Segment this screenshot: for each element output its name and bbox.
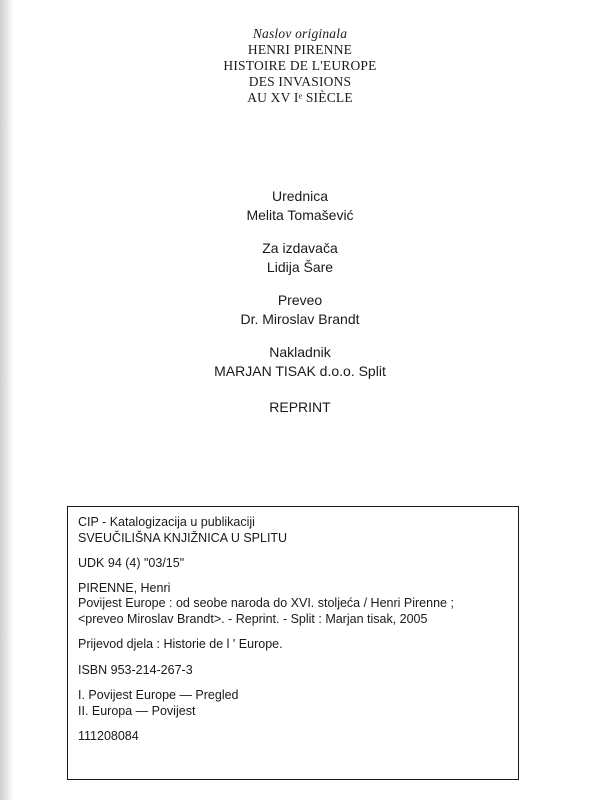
cip-subject1: I. Povijest Europe — Pregled (78, 688, 239, 702)
cip-heading: CIP - Katalogizacija u publikaciji (78, 515, 255, 529)
cip-record-text (78, 515, 512, 745)
cip-author: PIRENNE, Henri (78, 580, 171, 595)
cip-description-line1: Povijest Europe : od seobe naroda do XVI. stoljeća / Henri Pirenne ; (78, 596, 454, 610)
cip-record-id: 111208084 (78, 729, 139, 743)
cip-description-line2: <preveo Miroslav Brandt>. - Reprint. - Split : Marjan tisak, 2005 (78, 611, 428, 626)
original-title-heading: Naslov originala (252, 26, 348, 41)
publisher-rep-name: Lidija Šare (266, 259, 334, 275)
publisher-name: MARJAN TISAK d.o.o. Split (214, 363, 386, 379)
cip-subject2: II. Europa — Povijest (78, 703, 196, 718)
page-edge-shadow (0, 0, 14, 800)
original-author: HENRI PIRENNE (247, 42, 353, 57)
editor-label: Urednica (271, 188, 329, 204)
reprint-label: REPRINT (269, 399, 331, 415)
original-title-block (140, 26, 460, 106)
cip-record-box (67, 506, 519, 780)
translator-label: Preveo (277, 292, 323, 308)
cip-original-title: Prijevod djela : Historie de l ' Europe. (78, 637, 283, 651)
original-title-line1: HISTOIRE DE L'EUROPE (223, 58, 377, 73)
cip-udk: UDK 94 (4) "03/15" (78, 556, 185, 570)
translator-name: Dr. Miroslav Brandt (240, 311, 360, 327)
cip-library: SVEUČILIŠNA KNJIŽNICA U SPLITU (78, 530, 288, 545)
publisher-label: Nakladnik (269, 344, 331, 360)
publisher-block (150, 343, 450, 381)
credits-block (150, 187, 450, 431)
cip-isbn: ISBN 953-214-267-3 (78, 662, 193, 677)
publisher-rep-block (150, 239, 450, 277)
publisher-rep-label: Za izdavača (262, 240, 338, 256)
original-title-line2: DES INVASIONS (248, 74, 352, 89)
translator-block (150, 291, 450, 329)
editor-name: Melita Tomašević (246, 207, 354, 223)
reprint-block (150, 398, 450, 417)
original-title-line3: AU XV Iᵉ SIÈCLE (247, 90, 353, 105)
editor-block (150, 187, 450, 225)
